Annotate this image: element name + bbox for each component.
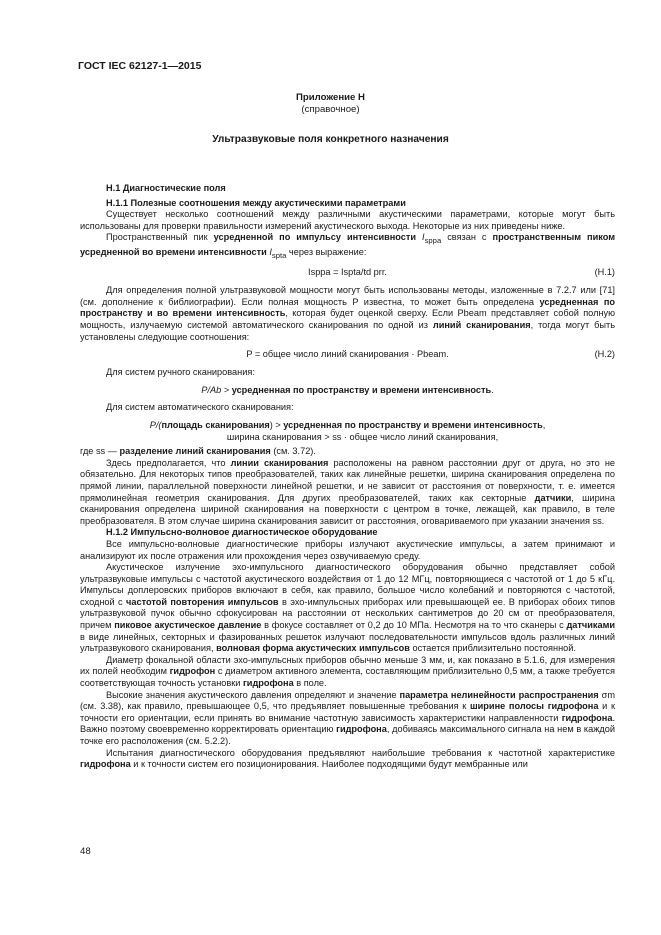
paragraph-2: Пространственный пик усредненной по импульсу интенсивности $I_{sppa}$ связан с пространственным пиком усредненной во времени интенсивности $I_{spta}$ через выражение:: [80, 232, 615, 260]
section-heading-h1: Н.1 Диагностические поля: [106, 183, 226, 193]
formula-number: (Н.1): [594, 267, 615, 278]
paragraph-12: Испытания диагностического оборудования предъявляют наибольшие требования к частотной характеристике гидрофона и к точности систем его позиционирования. Наиболее подходящими будут мембранные или: [80, 747, 615, 770]
paragraph-7: Здесь предполагается, что линии сканирования расположены на равном расстоянии друг от друга, но это не обязательно. Для некоторых типов преобразователей, таких как линейные решетки, ширина сканирования определена по прямой линии, параллельной поверхности линейной решетки, и не зависит от расстояния от поверхности, т. е. имеется прямолинейная геометрия сканирования. Для других преобразователей, таких как секторные датчики, ширина сканирования определена шириной сканирования на поверхности с центром в точке, лежащей, как правило, в теле преобразователя. В этом случае ширина сканирования зависит от расстояния, оговариваемого при указании значения ss.: [80, 457, 615, 526]
paragraph-3: Для определения полной ультразвуковой мощности могут быть использованы методы, изложенные в 7.2.7 или [71] (см. дополнение к библиографии). Если полная мощность P известна, то может быть определена усредненная по пространству и во времени интенсивность, которая будет оценкой сверху. Если Pbeam представляет собой полную мощность, излучаемую системой автоматического сканирования по одной из линий сканирования, тогда могут быть установлены следующие соотношения:: [80, 285, 615, 342]
section-heading-h11: Н.1.1 Полезные соотношения между акустическими параметрами: [106, 197, 406, 208]
paragraph-4: Для систем ручного сканирования:: [106, 367, 255, 378]
paragraph-9: Акустическое излучение эхо-импульсного диагностического оборудования обычно представляет собой ультразвуковые импульсы с частотой акустического воздействия от 1 до 12 МГц, повторяющиеся с частотой от 1 до 5 кГц. Импульсы доплеровских приборов включают в себя, как правило, большое число колебаний и повторяются с частотой, сходной с частотой повторения импульсов в эхо-импульсных приборах или превышающей ее. В приборах обоих типов ультразвуковой пучок обычно сфокусирован на расстоянии от нескольких сантиметров до 20 см от преобразователя, причем пиковое акустическое давление в фокусе составляет от 0,2 до 10 МПа. Несмотря на то что сканеры с датчиками в виде линейных, секторных и фазированных решеток излучают последовательности импульсов вдоль различных линий ультразвукового сканирования, волновая форма акустических импульсов остается приблизительно постоянной.: [80, 562, 616, 654]
section-heading-h12: Н.1.2 Импульсно-волновое диагностическое оборудование: [106, 527, 378, 538]
document-header: ГОСТ IEC 62127-1—2015: [78, 60, 202, 72]
main-title: Ультразвуковые поля конкретного назначения: [212, 134, 449, 145]
page-number: 48: [80, 846, 91, 857]
paragraph-6: где ss — разделение линий сканирования (см. 3.72).: [80, 446, 316, 457]
paragraph-10: Диаметр фокальной области эхо-импульсных приборов обычно меньше 3 мм, и, как показано в 5.1.6, для измерения их полей необходим гидрофон с диаметром активного элемента, составляющим приблизительно 0,5 мм, а также требуется соответствующая точность установки гидрофона в поле.: [80, 654, 616, 689]
formula-scan-width: ширина сканирования > ss · общее число линий сканирования,: [226, 431, 499, 442]
paragraph-1: Существует несколько соотношений между различными акустическими параметрами, которые могут быть использованы для проверки правильности измерений акустического выхода. Некоторые из них приведены ниже.: [80, 209, 615, 231]
formula-number: (Н.2): [594, 349, 615, 360]
formula-auto-scan: P/(площадь сканирования) > усредненная по пространству и времени интенсивность,: [149, 419, 546, 430]
formula-manual-scan: P/Ab > усредненная по пространству и времени интенсивность.: [201, 384, 494, 395]
annex-title: Приложение Н: [296, 92, 365, 103]
paragraph-5: Для систем автоматического сканирования:: [106, 402, 294, 413]
paragraph-8: Все импульсно-волновые диагностические приборы излучают акустические импульсы, а затем принимают и анализируют их после отражения или прохождения через озвучиваемую среду.: [80, 538, 615, 561]
document-body: [80, 183, 615, 771]
formula-expression: P = общее число линий сканирования · Pbeam.: [246, 349, 449, 360]
formula-h2: [80, 349, 615, 361]
paragraph-11: Высокие значения акустического давления определяют и значение параметра нелинейности распространения σm (см. 3.38), как правило, превышающее 0,5, что предъявляет повышенные требования к ширине полосы гидрофона и к точности его ориентации, если принять во внимание частотную зависимость характеристики направленности гидрофона. Важно поэтому своевременно корректировать ориентацию гидрофона, добиваясь максимального сигнала на нем в каждой точке его расположения (см. 5.2.2).: [80, 689, 615, 746]
formula-h1: [80, 267, 615, 279]
formula-expression: Isppa = Ispta/td prr.: [308, 267, 387, 278]
annex-subtitle: (справочное): [301, 104, 360, 115]
